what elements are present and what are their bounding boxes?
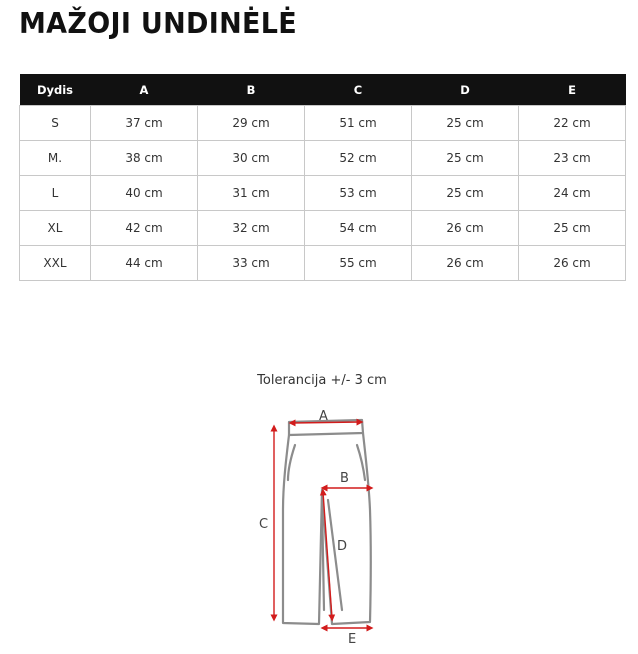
- header-e: E: [519, 74, 626, 106]
- header-b: B: [198, 74, 305, 106]
- table-row: [20, 176, 626, 211]
- pants-outline-icon: [283, 420, 371, 624]
- table-cell: 42 cm: [91, 211, 198, 246]
- label-e: E: [348, 632, 357, 647]
- table-cell: 26 cm: [412, 211, 519, 246]
- table-cell: 26 cm: [412, 246, 519, 281]
- table-cell: 53 cm: [305, 176, 412, 211]
- table-cell: 22 cm: [519, 106, 626, 141]
- header-c: C: [305, 74, 412, 106]
- table-row: [20, 246, 626, 281]
- label-b: B: [340, 471, 349, 486]
- header-d: D: [412, 74, 519, 106]
- table-cell: 25 cm: [412, 141, 519, 176]
- table-row: [20, 141, 626, 176]
- table-cell: 23 cm: [519, 141, 626, 176]
- label-a: A: [319, 409, 328, 424]
- tolerance-note: Tolerancija +/- 3 cm: [257, 373, 387, 388]
- table-cell: 25 cm: [519, 211, 626, 246]
- table-cell: XL: [20, 211, 91, 246]
- table-cell: XXL: [20, 246, 91, 281]
- table-row: [20, 106, 626, 141]
- table-row: [20, 211, 626, 246]
- table-cell: 26 cm: [519, 246, 626, 281]
- table-cell: 54 cm: [305, 211, 412, 246]
- size-table: [19, 74, 626, 281]
- table-cell: L: [20, 176, 91, 211]
- pants-measurement-diagram: [250, 400, 400, 650]
- header-size: Dydis: [20, 74, 91, 106]
- table-cell: 25 cm: [412, 176, 519, 211]
- table-cell: 33 cm: [198, 246, 305, 281]
- table-cell: 37 cm: [91, 106, 198, 141]
- table-cell: 55 cm: [305, 246, 412, 281]
- page-title: MAŽOJI UNDINĖLĖ: [19, 8, 297, 41]
- table-cell: 24 cm: [519, 176, 626, 211]
- label-d: D: [337, 539, 348, 554]
- label-c: C: [259, 517, 269, 532]
- table-cell: 40 cm: [91, 176, 198, 211]
- table-cell: 44 cm: [91, 246, 198, 281]
- table-cell: S: [20, 106, 91, 141]
- table-header-row: [20, 74, 626, 106]
- table-cell: 30 cm: [198, 141, 305, 176]
- table-cell: 31 cm: [198, 176, 305, 211]
- table-cell: 52 cm: [305, 141, 412, 176]
- header-a: A: [91, 74, 198, 106]
- table-cell: 38 cm: [91, 141, 198, 176]
- table-cell: 25 cm: [412, 106, 519, 141]
- table-cell: 29 cm: [198, 106, 305, 141]
- table-cell: 51 cm: [305, 106, 412, 141]
- table-cell: M.: [20, 141, 91, 176]
- table-cell: 32 cm: [198, 211, 305, 246]
